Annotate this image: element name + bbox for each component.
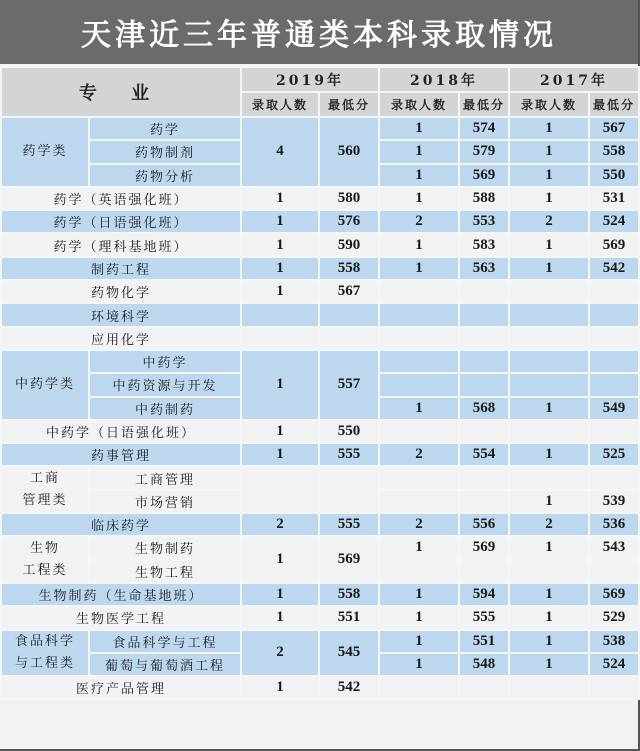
table-row — [1, 513, 639, 536]
count-2017: 1 — [509, 164, 589, 187]
count-2017 — [509, 280, 589, 303]
major-cell: 药物分析 — [89, 164, 241, 187]
min-2018: 563 — [459, 257, 509, 280]
major-cell: 药学（日语强化班） — [1, 210, 241, 233]
count-2019: 1 — [241, 583, 319, 606]
min-2017: 549 — [589, 397, 639, 420]
min-2019: 569 — [319, 536, 379, 583]
count-2018: 1 — [379, 653, 459, 676]
count-2017: 1 — [509, 536, 589, 559]
count-2017: 1 — [509, 233, 589, 256]
count-2019 — [241, 466, 319, 513]
min-2017: 539 — [589, 490, 639, 513]
min-2017 — [589, 303, 639, 326]
count-2017: 1 — [509, 630, 589, 653]
header-year-2019: 2019年 — [241, 67, 379, 92]
table-row — [1, 257, 639, 280]
count-2017 — [509, 327, 589, 350]
category-line: 生物 — [29, 540, 60, 556]
header-count-2018: 录取人数 — [379, 92, 459, 117]
count-2018: 1 — [379, 257, 459, 280]
category-line: 工程类 — [22, 562, 68, 578]
major-cell: 生物医学工程 — [1, 606, 241, 629]
table-row — [1, 630, 639, 653]
min-2017: 542 — [589, 257, 639, 280]
min-2019: 545 — [319, 630, 379, 677]
count-2018 — [379, 490, 459, 513]
min-2019: 555 — [319, 513, 379, 536]
count-2018: 1 — [379, 140, 459, 163]
count-2018 — [379, 280, 459, 303]
min-2017 — [589, 350, 639, 373]
count-2018: 1 — [379, 583, 459, 606]
count-2018 — [379, 420, 459, 443]
min-2019: 590 — [319, 233, 379, 256]
count-2018 — [379, 303, 459, 326]
major-cell: 生物制药（生命基地班） — [1, 583, 241, 606]
count-2018: 1 — [379, 164, 459, 187]
major-cell: 工商管理 — [89, 466, 241, 489]
category-line: 食品科学 — [14, 633, 75, 649]
table-row — [1, 350, 639, 373]
min-2018: 583 — [459, 233, 509, 256]
count-2017 — [509, 676, 589, 699]
category-line: 与工程类 — [14, 655, 75, 671]
count-2019: 1 — [241, 187, 319, 210]
major-cell: 生物制药 — [89, 536, 241, 559]
count-2018: 2 — [379, 513, 459, 536]
admission-table — [0, 66, 640, 700]
count-2018 — [379, 466, 459, 489]
major-cell: 中药资源与开发 — [89, 373, 241, 396]
min-2019: 580 — [319, 187, 379, 210]
table-row — [1, 536, 639, 559]
count-2018: 1 — [379, 606, 459, 629]
table-row — [1, 117, 639, 140]
major-cell: 环境科学 — [1, 303, 241, 326]
count-2019: 1 — [241, 606, 319, 629]
count-2017 — [509, 303, 589, 326]
min-2018: 568 — [459, 397, 509, 420]
count-2017 — [509, 420, 589, 443]
min-2018: 588 — [459, 187, 509, 210]
min-2018 — [459, 490, 509, 513]
min-2017: 558 — [589, 140, 639, 163]
count-2019 — [241, 303, 319, 326]
count-2019: 1 — [241, 420, 319, 443]
min-2018 — [459, 420, 509, 443]
header-major: 专 业 — [1, 67, 241, 117]
count-2018: 1 — [379, 630, 459, 653]
table-row — [1, 233, 639, 256]
major-cell: 药物化学 — [1, 280, 241, 303]
major-cell: 药学 — [89, 117, 241, 140]
count-2018: 2 — [379, 210, 459, 233]
major-cell: 药学（理科基地班） — [1, 233, 241, 256]
count-2018: 1 — [379, 536, 459, 559]
major-cell: 应用化学 — [1, 327, 241, 350]
major-cell: 中药学 — [89, 350, 241, 373]
count-2018 — [379, 373, 459, 396]
count-2017: 1 — [509, 583, 589, 606]
count-2018 — [379, 560, 459, 583]
min-2017: 543 — [589, 536, 639, 559]
header-count-2019: 录取人数 — [241, 92, 319, 117]
count-2018: 1 — [379, 187, 459, 210]
table-row — [1, 606, 639, 629]
category-cell: 药学类 — [1, 117, 89, 187]
count-2019: 1 — [241, 257, 319, 280]
min-2019: 567 — [319, 280, 379, 303]
major-cell: 生物工程 — [89, 560, 241, 583]
table-row — [1, 420, 639, 443]
min-2018 — [459, 373, 509, 396]
min-2017 — [589, 373, 639, 396]
count-2019: 4 — [241, 117, 319, 187]
count-2019: 1 — [241, 676, 319, 699]
header-min-2018: 最低分 — [459, 92, 509, 117]
min-2017 — [589, 280, 639, 303]
count-2017: 1 — [509, 397, 589, 420]
header-count-2017: 录取人数 — [509, 92, 589, 117]
major-cell: 制药工程 — [1, 257, 241, 280]
min-2019: 555 — [319, 443, 379, 466]
min-2017: 529 — [589, 606, 639, 629]
major-cell: 临床药学 — [1, 513, 241, 536]
table-row — [1, 676, 639, 699]
table-row — [1, 327, 639, 350]
count-2018: 2 — [379, 443, 459, 466]
min-2019: 551 — [319, 606, 379, 629]
table-row — [1, 583, 639, 606]
min-2017 — [589, 327, 639, 350]
major-cell: 市场营销 — [89, 490, 241, 513]
major-cell: 药学（英语强化班） — [1, 187, 241, 210]
min-2019: 576 — [319, 210, 379, 233]
count-2019: 1 — [241, 350, 319, 420]
min-2018 — [459, 280, 509, 303]
header-year-2018: 2018年 — [379, 67, 509, 92]
major-cell: 医疗产品管理 — [1, 676, 241, 699]
table-row — [1, 443, 639, 466]
min-2019: 558 — [319, 257, 379, 280]
count-2019 — [241, 327, 319, 350]
min-2018 — [459, 350, 509, 373]
min-2019 — [319, 466, 379, 513]
count-2018 — [379, 327, 459, 350]
count-2019: 2 — [241, 513, 319, 536]
min-2019 — [319, 303, 379, 326]
table-row — [1, 303, 639, 326]
table-row — [1, 187, 639, 210]
count-2018: 1 — [379, 117, 459, 140]
category-cell — [1, 536, 89, 583]
min-2019: 558 — [319, 583, 379, 606]
count-2017 — [509, 373, 589, 396]
min-2017: 536 — [589, 513, 639, 536]
min-2017 — [589, 676, 639, 699]
min-2017: 524 — [589, 210, 639, 233]
count-2019: 1 — [241, 443, 319, 466]
count-2019: 1 — [241, 280, 319, 303]
count-2017: 1 — [509, 187, 589, 210]
count-2018: 1 — [379, 233, 459, 256]
count-2017: 1 — [509, 606, 589, 629]
category-line: 管理类 — [22, 492, 68, 508]
count-2018 — [379, 676, 459, 699]
category-cell: 中药学类 — [1, 350, 89, 420]
count-2017: 1 — [509, 490, 589, 513]
major-cell: 中药学（日语强化班） — [1, 420, 241, 443]
min-2017: 531 — [589, 187, 639, 210]
table-row — [1, 210, 639, 233]
count-2017: 1 — [509, 140, 589, 163]
min-2017: 525 — [589, 443, 639, 466]
min-2018: 569 — [459, 536, 509, 559]
min-2018: 553 — [459, 210, 509, 233]
min-2017: 538 — [589, 630, 639, 653]
min-2018 — [459, 466, 509, 489]
category-cell — [1, 630, 89, 677]
min-2018: 548 — [459, 653, 509, 676]
min-2017: 569 — [589, 583, 639, 606]
min-2017 — [589, 420, 639, 443]
min-2017: 524 — [589, 653, 639, 676]
count-2017: 2 — [509, 513, 589, 536]
min-2018: 554 — [459, 443, 509, 466]
count-2017 — [509, 560, 589, 583]
count-2017: 1 — [509, 117, 589, 140]
count-2019: 1 — [241, 233, 319, 256]
min-2018: 579 — [459, 140, 509, 163]
min-2019: 560 — [319, 117, 379, 187]
category-line: 工商 — [29, 470, 60, 486]
min-2018: 555 — [459, 606, 509, 629]
table-row — [1, 280, 639, 303]
count-2018: 1 — [379, 397, 459, 420]
min-2019: 557 — [319, 350, 379, 420]
table-row — [1, 466, 639, 489]
major-cell: 药物制剂 — [89, 140, 241, 163]
min-2017: 567 — [589, 117, 639, 140]
count-2017 — [509, 466, 589, 489]
min-2018: 556 — [459, 513, 509, 536]
min-2019: 542 — [319, 676, 379, 699]
count-2019: 2 — [241, 630, 319, 677]
min-2018 — [459, 303, 509, 326]
count-2017: 1 — [509, 257, 589, 280]
count-2019: 1 — [241, 210, 319, 233]
major-cell: 中药制药 — [89, 397, 241, 420]
min-2018: 569 — [459, 164, 509, 187]
page-title: 天津近三年普通类本科录取情况 — [0, 0, 638, 66]
min-2017 — [589, 560, 639, 583]
min-2018: 551 — [459, 630, 509, 653]
count-2017: 2 — [509, 210, 589, 233]
count-2017 — [509, 350, 589, 373]
major-cell: 葡萄与葡萄酒工程 — [89, 653, 241, 676]
min-2017: 550 — [589, 164, 639, 187]
header-min-2017: 最低分 — [589, 92, 639, 117]
count-2019: 1 — [241, 536, 319, 583]
category-cell — [1, 466, 89, 513]
major-cell: 食品科学与工程 — [89, 630, 241, 653]
count-2017: 1 — [509, 653, 589, 676]
header-min-2019: 最低分 — [319, 92, 379, 117]
header-year-2017: 2017年 — [509, 67, 639, 92]
min-2018: 594 — [459, 583, 509, 606]
major-cell: 药事管理 — [1, 443, 241, 466]
min-2018 — [459, 560, 509, 583]
min-2018 — [459, 327, 509, 350]
min-2019 — [319, 327, 379, 350]
count-2017: 1 — [509, 443, 589, 466]
count-2018 — [379, 350, 459, 373]
min-2017 — [589, 466, 639, 489]
min-2018: 574 — [459, 117, 509, 140]
min-2017: 569 — [589, 233, 639, 256]
min-2019: 550 — [319, 420, 379, 443]
min-2018 — [459, 676, 509, 699]
